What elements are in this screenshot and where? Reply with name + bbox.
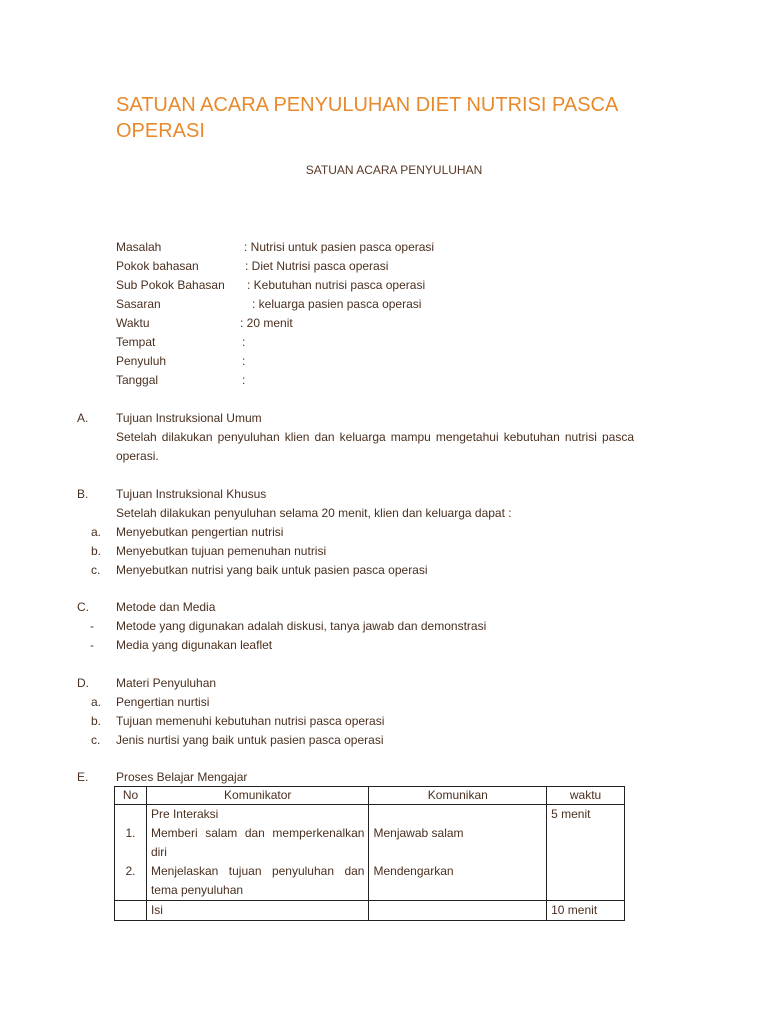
section-c-item-2: Media yang digunakan leaflet (116, 638, 273, 652)
section-b-marker-a: a. (91, 525, 102, 539)
table-cell-no-isi (115, 901, 147, 921)
section-a-letter: A. (77, 411, 89, 425)
table-header-row (115, 787, 625, 805)
info-value-sub-pokok-bahasan: : Kebutuhan nutrisi pasca operasi (247, 278, 426, 292)
info-value-sasaran: : keluarga pasien pasca operasi (252, 297, 422, 311)
section-b-letter: B. (77, 487, 89, 501)
section-b-intro: Setelah dilakukan penyuluhan selama 20 menit, klien dan keluarga dapat : (116, 506, 512, 520)
waktu-2: 10 menit (547, 901, 625, 921)
section-a-text: Setelah dilakukan penyuluhan klien dan keluarga mampu mengetahui kebutuhan nutrisi pasca operasi. (116, 430, 634, 463)
info-label-penyuluh: Penyuluh (116, 354, 167, 368)
row1-no: 1. (125, 826, 136, 840)
section-b-marker-c: c. (91, 563, 101, 577)
section-c-marker-2: - (90, 638, 94, 652)
row1-komunikator: Memberi salam dan memperkenalkan diri (150, 826, 365, 859)
row2-komunikan: Mendengarkan (373, 864, 454, 878)
row2-komunikator: Menjelaskan tujuan penyuluhan dan tema penyuluhan (150, 864, 365, 897)
info-label-masalah: Masalah (116, 240, 162, 254)
section-d-item-c: Jenis nurtisi yang baik untuk pasien pasca operasi (116, 733, 384, 747)
section-c-marker-1: - (90, 619, 94, 633)
section-d-marker-c: c. (91, 733, 101, 747)
table-cell-no (115, 805, 147, 901)
row2-no: 2. (125, 864, 136, 878)
pre-interaksi: Pre Interaksi (150, 807, 219, 821)
header-waktu: waktu (547, 787, 625, 805)
waktu-1: 5 menit (551, 807, 591, 821)
table-cell-komunikan (369, 805, 547, 901)
section-d-letter: D. (77, 676, 89, 690)
section-e-letter: E. (77, 770, 89, 784)
info-label-tempat: Tempat (116, 335, 156, 349)
info-label-waktu: Waktu (116, 316, 150, 330)
info-value-masalah: : Nutrisi untuk pasien pasca operasi (244, 240, 435, 254)
isi-label: Isi (146, 901, 369, 921)
section-d-item-a: Pengertian nurtisi (116, 695, 210, 709)
section-c-item-1: Metode yang digunakan adalah diskusi, tanya jawab dan demonstrasi (116, 619, 487, 633)
section-b-marker-b: b. (91, 544, 102, 558)
section-d-marker-a: a. (91, 695, 102, 709)
document-subtitle: SATUAN ACARA PENYULUHAN (305, 163, 483, 177)
section-b-item-c: Menyebutkan nutrisi yang baik untuk pasien pasca operasi (116, 563, 428, 577)
header-komunikator: Komunikator (146, 787, 369, 805)
header-komunikan: Komunikan (369, 787, 547, 805)
proses-belajar-table (114, 786, 625, 921)
table-cell-komunikator (146, 805, 369, 901)
header-no: No (115, 787, 147, 805)
section-b-heading: Tujuan Instruksional Khusus (116, 487, 267, 501)
info-label-sasaran: Sasaran (116, 297, 161, 311)
table-row (115, 805, 625, 901)
info-label-sub-pokok-bahasan: Sub Pokok Bahasan (116, 278, 225, 292)
section-d-marker-b: b. (91, 714, 102, 728)
row1-komunikan: Menjawab salam (373, 826, 464, 840)
info-label-tanggal: Tanggal (116, 373, 159, 387)
section-d-item-b: Tujuan memenuhi kebutuhan nutrisi pasca operasi (116, 714, 385, 728)
table-row (115, 901, 625, 921)
section-c-letter: C. (77, 600, 89, 614)
section-a-heading: Tujuan Instruksional Umum (116, 411, 262, 425)
section-e-heading: Proses Belajar Mengajar (116, 770, 248, 784)
section-c-heading: Metode dan Media (116, 600, 216, 614)
info-value-tanggal: : (242, 373, 246, 387)
info-value-waktu: : 20 menit (240, 316, 293, 330)
info-label-pokok-bahasan: Pokok bahasan (116, 259, 199, 273)
info-value-tempat: : (242, 335, 246, 349)
info-value-penyuluh: : (242, 354, 246, 368)
section-b-item-a: Menyebutkan pengertian nutrisi (116, 525, 284, 539)
document-title: SATUAN ACARA PENYULUHAN DIET NUTRISI PASCA OPERASI (116, 94, 618, 142)
section-b-item-b: Menyebutkan tujuan pemenuhan nutrisi (116, 544, 327, 558)
info-value-pokok-bahasan: : Diet Nutrisi pasca operasi (245, 259, 389, 273)
section-d-heading: Materi Penyuluhan (116, 676, 217, 690)
table-cell-komunikan-isi (369, 901, 547, 921)
table-cell-waktu (547, 805, 625, 901)
